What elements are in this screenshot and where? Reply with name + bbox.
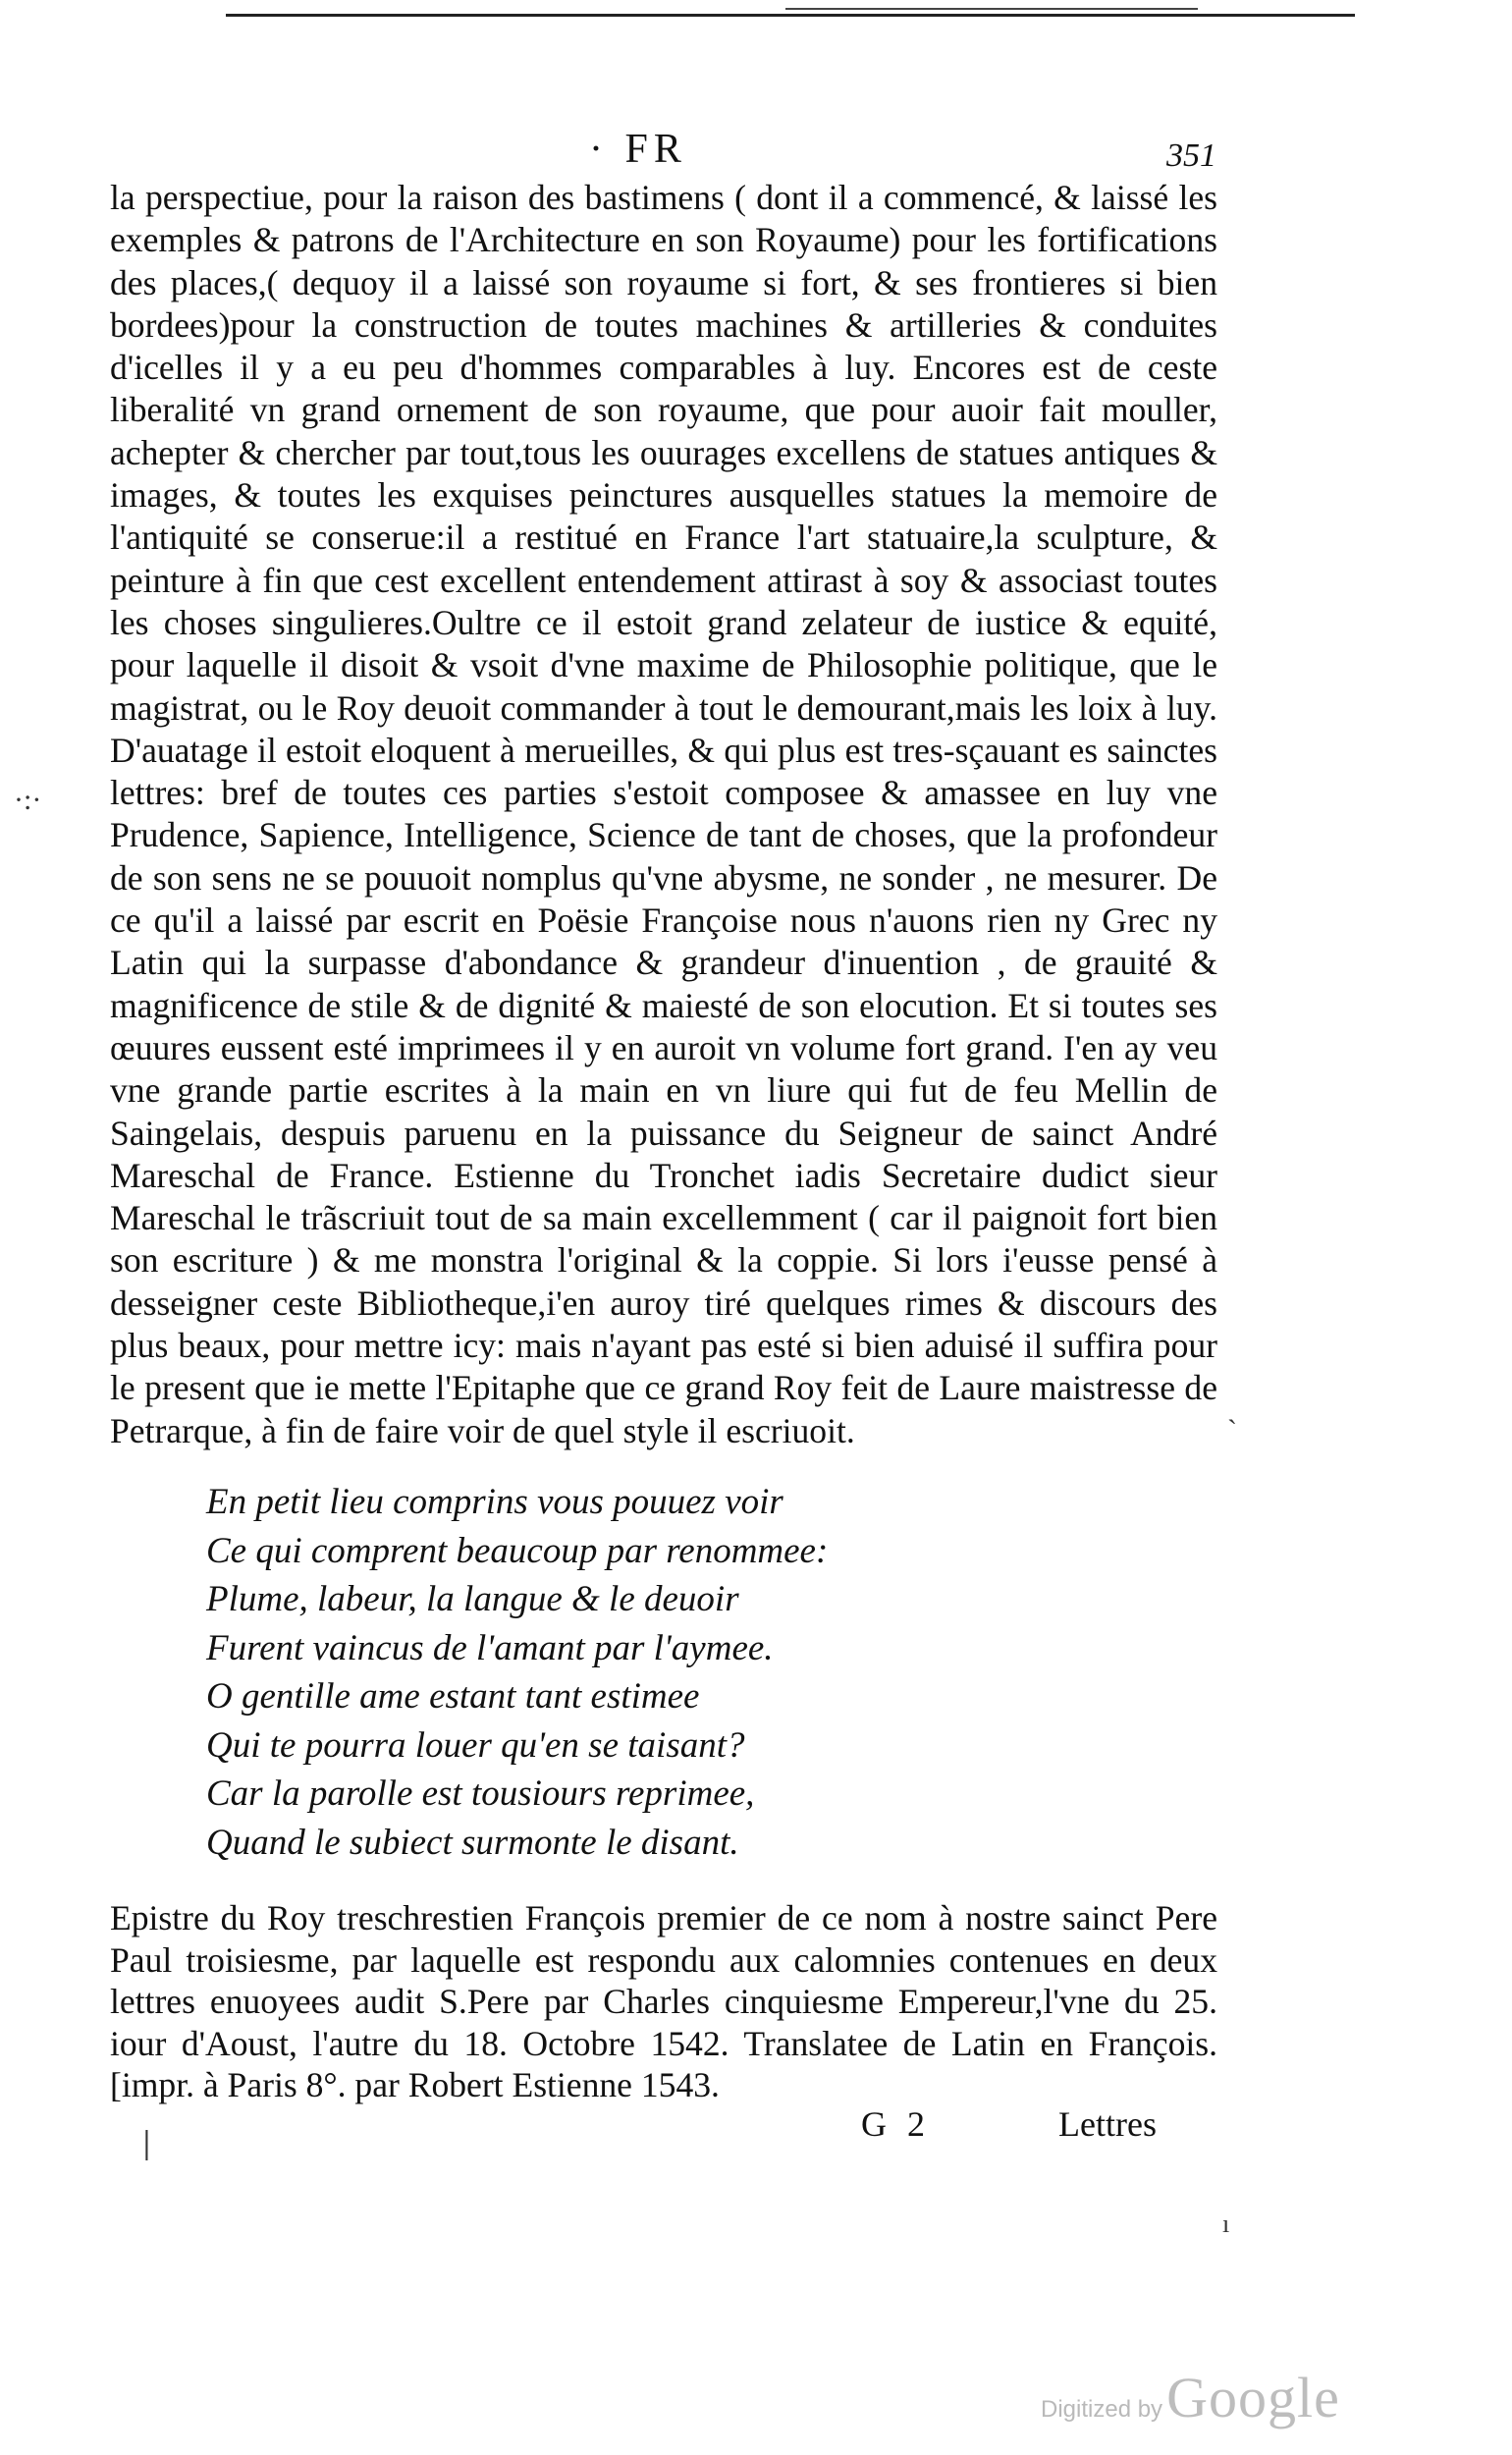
poem-line: O gentille ame estant tant estimee xyxy=(206,1676,700,1717)
digitized-by-label: Digitized by xyxy=(1041,2396,1163,2423)
google-logo: Google xyxy=(1166,2366,1340,2429)
epitaph-poem xyxy=(206,1478,1090,1867)
poem-line: Plume, labeur, la langue & le deuoir xyxy=(206,1579,739,1619)
signature-mark: G 2 xyxy=(861,2104,931,2144)
poem-line: Furent vaincus de l'amant par l'aymee. xyxy=(206,1627,774,1668)
page-number: 351 xyxy=(1166,137,1216,174)
top-rule xyxy=(226,14,1355,17)
epistle-entry: Epistre du Roy treschrestien François premier de ce nom à nostre sainct Pere Paul troisiesme, par laquelle est respondu aux calomnies contenues en deux lettres enuoyees audit S.Pere par Charles cinquiesme Empereur,l'vne du 25. iour d'Aoust, l'autre du 18. Octobre 1542. Translatee de Latin en François. [impr. à Paris 8°. par Robert Estienne 1543. xyxy=(110,1898,1217,2104)
top-edge-mark xyxy=(785,8,1198,10)
catchword: Lettres xyxy=(1058,2104,1157,2144)
poem-line: En petit lieu comprins vous pouuez voir xyxy=(206,1482,783,1522)
poem-line: Ce qui comprent beaucoup par renommee: xyxy=(206,1530,829,1571)
poem-line: Car la parolle est tousiours reprimee, xyxy=(206,1773,755,1814)
margin-mark-bottom-right: ı xyxy=(1222,2210,1230,2238)
main-paragraph: la perspectiue, pour la raison des bastimens ( dont il a commencé, & laissé les exemples & patrons de l'Architecture en son Royaume) pour les fortifications des places,( dequoy il a laissé son royaume si fort, & ses frontieres si bien bordees)pour la construction de toutes machines & artilleries & conduites d'icelles il y a eu peu d'hommes comparables à luy. Encores est de ceste liberalité vn grand ornement de son royaume, que pour auoir fait mouller, achepter & chercher par tout,tous les ouurages excellens de statues antiques & images, & toutes les exquises peinctures ausquelles statues la memoire de l'antiquité se conserue:il a restitué en France l'art statuaire,la sculpture, & peinture à fin que cest excellent entendement attirast à soy & associast toutes les choses singulieres.Oultre ce il estoit grand zelateur de iustice & equité, pour laquelle il disoit & vsoit d'vne maxime de Philosophie politique, que le magistrat, ou le Roy deuoit commander à tout le demourant,mais les loix à luy. D'auatage il estoit eloquent à merueilles, & qui plus est tres-sçauant es sainctes lettres: bref de toutes ces parties s'estoit composee & amassee en luy vne Prudence, Sapience, Intelligence, Science de tant de choses, que la profondeur de son sens ne se pouuoit nomplus qu'vne abysme, ne sonder , ne mesurer. De ce qu'il a laissé par escrit en Poësie Françoise nous n'auons rien ny Grec ny Latin qui la surpasse d'abondance & grandeur d'inuention , de grauité & magnificence de stile & de dignité & maiesté de son elocution. Et si toutes ses œuures eussent esté imprimees il y en auroit vn volume fort grand. I'en ay veu vne grande partie escrites à la main en vn liure qui fut de feu Mellin de Saingelais, despuis paruenu en la puissance du Seigneur de sainct André Mareschal de France. Estienne du Tronchet iadis Secretaire dudict sieur Mareschal le trãscriuit tout de sa main excellemment ( car il paignoit fort bien son escriture ) & me monstra l'original & la coppie. Si lors i'eusse pensé à desseigner ceste Bibliotheque,i'en auroy tiré quelques rimes & discours des plus beaux, pour mettre icy: mais n'ayant pas esté si bien aduisé il suffira pour le present que ie mette l'Epitaphe que ce grand Roy feit de Laure maistresse de Petrarque, à fin de faire voir de quel style il escriuoit. xyxy=(110,178,1217,1450)
poem-line: Quand le subiect surmonte le disant. xyxy=(206,1822,739,1863)
margin-mark-bottom: ǀ xyxy=(142,2122,151,2170)
running-head: · FR xyxy=(589,127,687,172)
margin-mark-right: ˋ xyxy=(1227,1414,1237,1446)
google-watermark xyxy=(1041,2365,1340,2430)
poem-line: Qui te pourra louer qu'en se taisant? xyxy=(206,1724,745,1766)
margin-smudge-left: ·:· xyxy=(14,784,42,816)
